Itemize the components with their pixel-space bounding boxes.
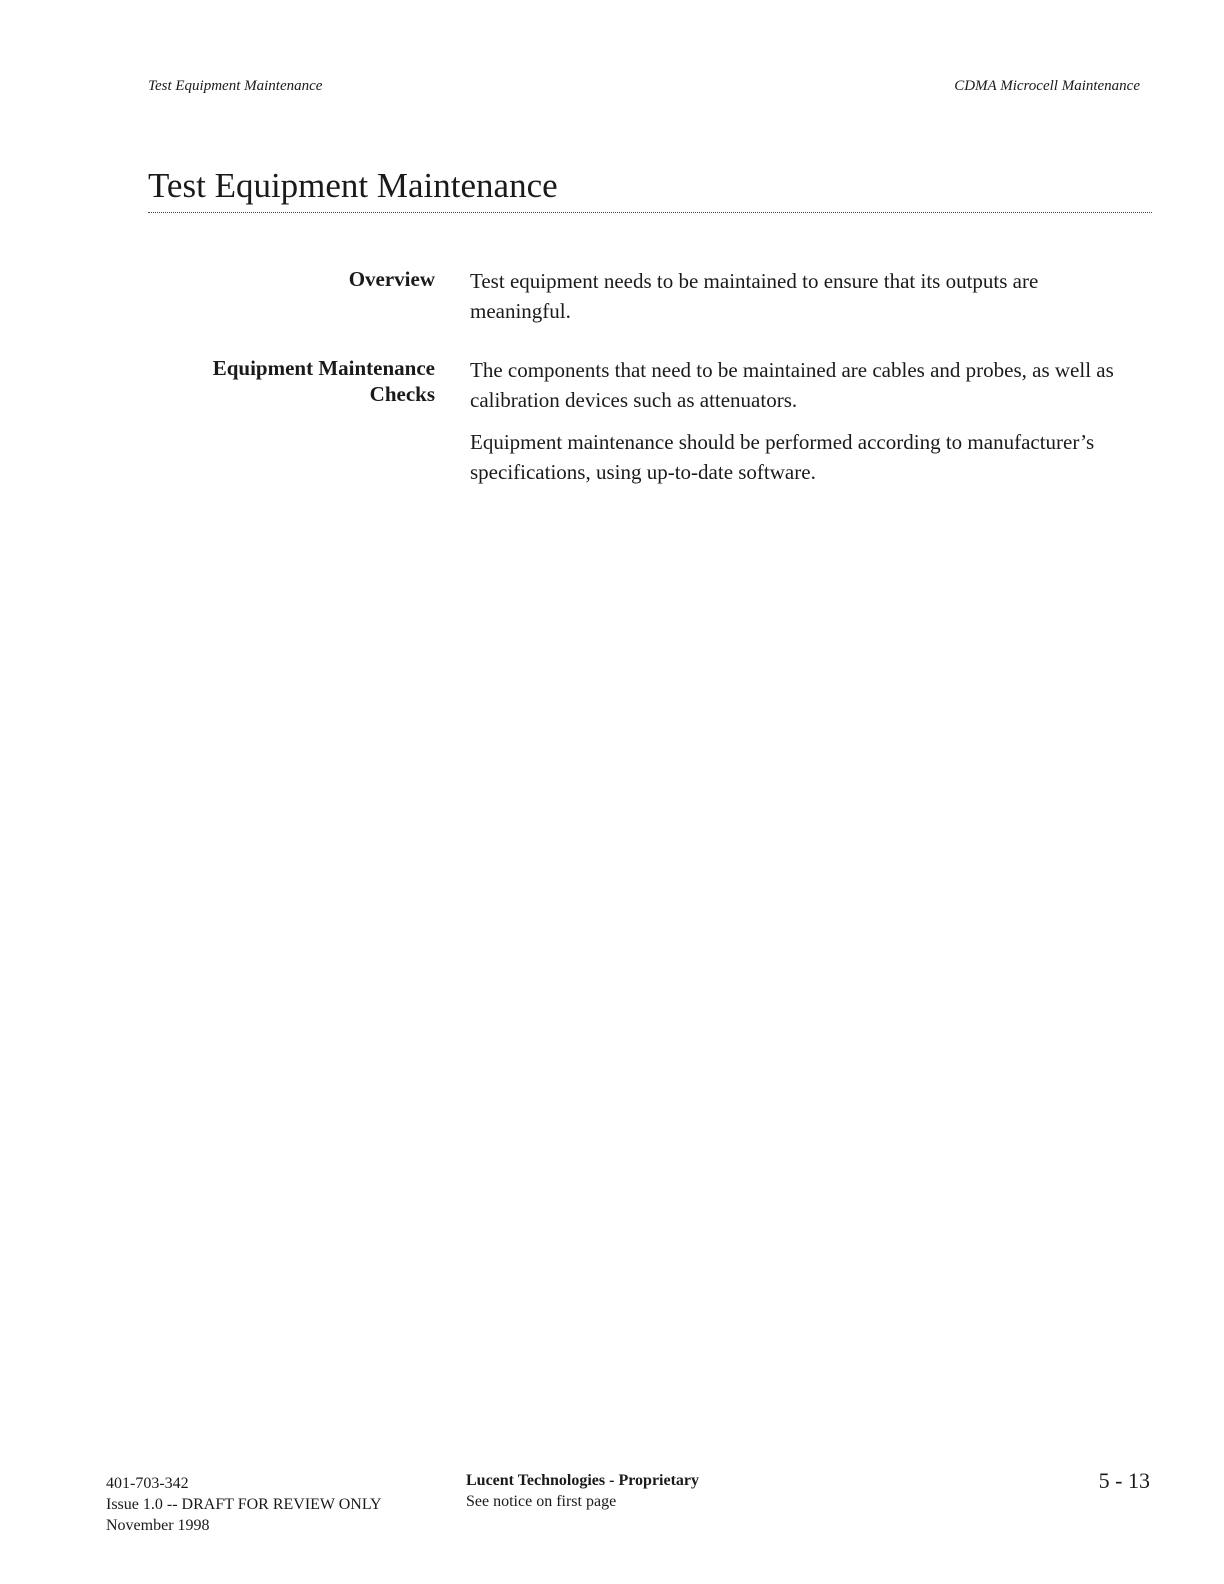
- page-title: Test Equipment Maintenance: [148, 166, 558, 205]
- section-label-line: Equipment Maintenance: [212, 356, 435, 380]
- footer-doc-number: 401-703-342: [106, 1475, 189, 1492]
- section-body: [470, 266, 1140, 338]
- footer-document-info: [106, 1473, 382, 1536]
- running-header-right: CDMA Microcell Maintenance: [954, 78, 1140, 94]
- paragraph: Equipment maintenance should be performed according to manufacturer’s specifications, using up-to-date software.: [470, 430, 1095, 484]
- paragraph: The components that need to be maintained are cables and probes, as well as calibration devices such as attenuators.: [470, 358, 1114, 412]
- section-label: [148, 266, 435, 292]
- section-body: [470, 355, 1140, 499]
- paragraph: Test equipment needs to be maintained to ensure that its outputs are meaningful.: [470, 269, 1039, 323]
- footer-date: November 1998: [106, 1517, 210, 1534]
- section-label: [148, 355, 435, 407]
- footer-notice: See notice on first page: [466, 1493, 617, 1510]
- footer-proprietary-notice: [466, 1470, 699, 1512]
- footer-company: Lucent Technologies - Proprietary: [466, 1472, 700, 1489]
- footer-issue: Issue 1.0 -- DRAFT FOR REVIEW ONLY: [106, 1496, 382, 1513]
- page-number: 5 - 13: [1098, 1468, 1150, 1493]
- section-label-line: Checks: [369, 382, 435, 406]
- running-header-left: Test Equipment Maintenance: [148, 78, 323, 94]
- section-label-line: Overview: [348, 267, 435, 291]
- title-divider: [148, 212, 1152, 213]
